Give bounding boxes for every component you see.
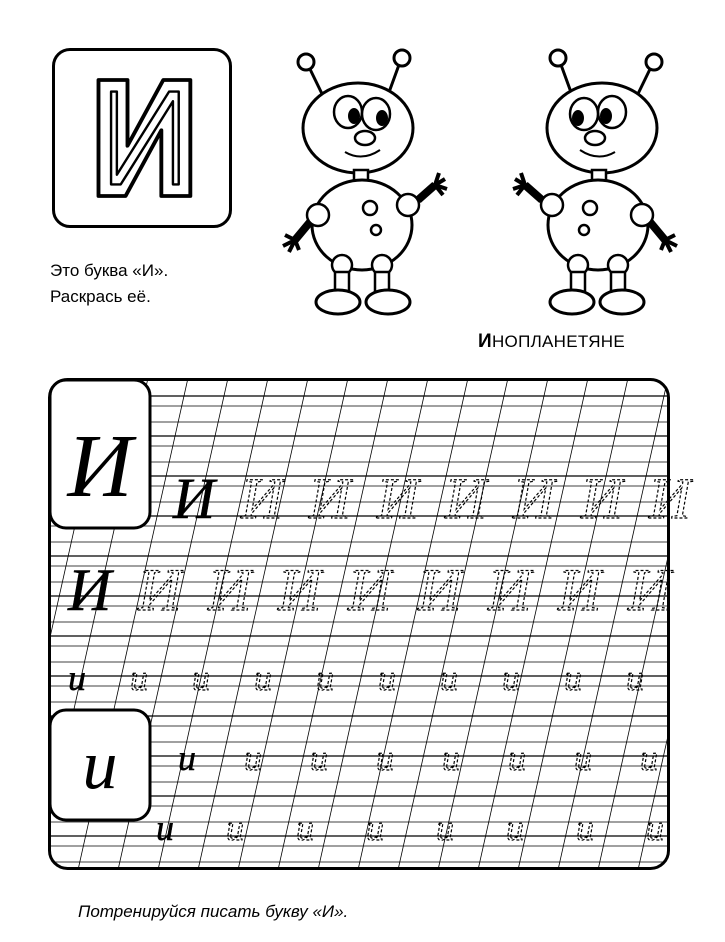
outlined-letter-i: [55, 51, 229, 225]
tracing-letter: И: [418, 557, 462, 623]
tracing-letter: И: [581, 466, 623, 531]
tracing-letter: и: [376, 738, 394, 778]
tracing-letter: и: [502, 658, 520, 698]
tracing-letter: И: [348, 557, 392, 623]
tracing-letter: и: [130, 658, 148, 698]
tracing-letter: и: [508, 738, 526, 778]
tracing-letter: И: [513, 466, 555, 531]
tracing-letters: [67, 466, 694, 848]
alien-right: [513, 50, 677, 314]
tracing-letter: и: [316, 658, 334, 698]
tracing-letter: и: [574, 738, 592, 778]
tracing-letter: И: [173, 466, 215, 531]
tracing-letter: И: [649, 466, 691, 531]
caption: [50, 258, 168, 310]
tracing-letter: и: [68, 658, 86, 698]
tracing-letter: и: [156, 808, 174, 848]
sample-upper-letter: И: [67, 417, 133, 516]
tracing-letter: и: [378, 658, 396, 698]
tracing-letter: И: [377, 466, 419, 531]
word-example: [478, 331, 625, 353]
word-first-letter: И: [478, 331, 492, 352]
tracing-letter: и: [254, 658, 272, 698]
tracing-letter: и: [506, 808, 524, 848]
tracing-letter: И: [241, 466, 283, 531]
aliens-illustration: [270, 40, 690, 325]
tracing-letter: и: [178, 738, 196, 778]
tracing-letter: и: [244, 738, 262, 778]
tracing-letter: И: [208, 557, 252, 623]
tracing-letter: И: [558, 557, 602, 623]
tracing-letter: И: [68, 557, 112, 623]
tracing-letter: и: [366, 808, 384, 848]
tracing-letter: и: [310, 738, 328, 778]
sample-lower-letter: и: [82, 727, 118, 804]
tracing-letter: и: [192, 658, 210, 698]
tracing-letter: И: [278, 557, 322, 623]
tracing-letter: И: [138, 557, 182, 623]
tracing-letter: и: [296, 808, 314, 848]
handwriting-practice-area: [48, 378, 691, 870]
tracing-letter: и: [564, 658, 582, 698]
tracing-letter: и: [440, 658, 458, 698]
letter-card: [52, 48, 232, 228]
tracing-letter: и: [442, 738, 460, 778]
tracing-letter: И: [309, 466, 351, 531]
alien-left: [283, 50, 447, 314]
tracing-letter: и: [576, 808, 594, 848]
tracing-letter: И: [628, 557, 672, 623]
tracing-letter: И: [445, 466, 487, 531]
tracing-letter: и: [226, 808, 244, 848]
instruction: Потренируйся писать букву «И».: [78, 902, 349, 921]
tracing-letter: и: [640, 738, 658, 778]
tracing-letter: и: [436, 808, 454, 848]
tracing-letter: и: [646, 808, 664, 848]
caption-line-1: Это буква «И».: [50, 261, 169, 280]
word-rest: НОПЛАНЕТЯНЕ: [491, 332, 626, 351]
tracing-letter: и: [626, 658, 644, 698]
caption-line-2: Раскрась её.: [50, 287, 151, 306]
tracing-letter: И: [488, 557, 532, 623]
